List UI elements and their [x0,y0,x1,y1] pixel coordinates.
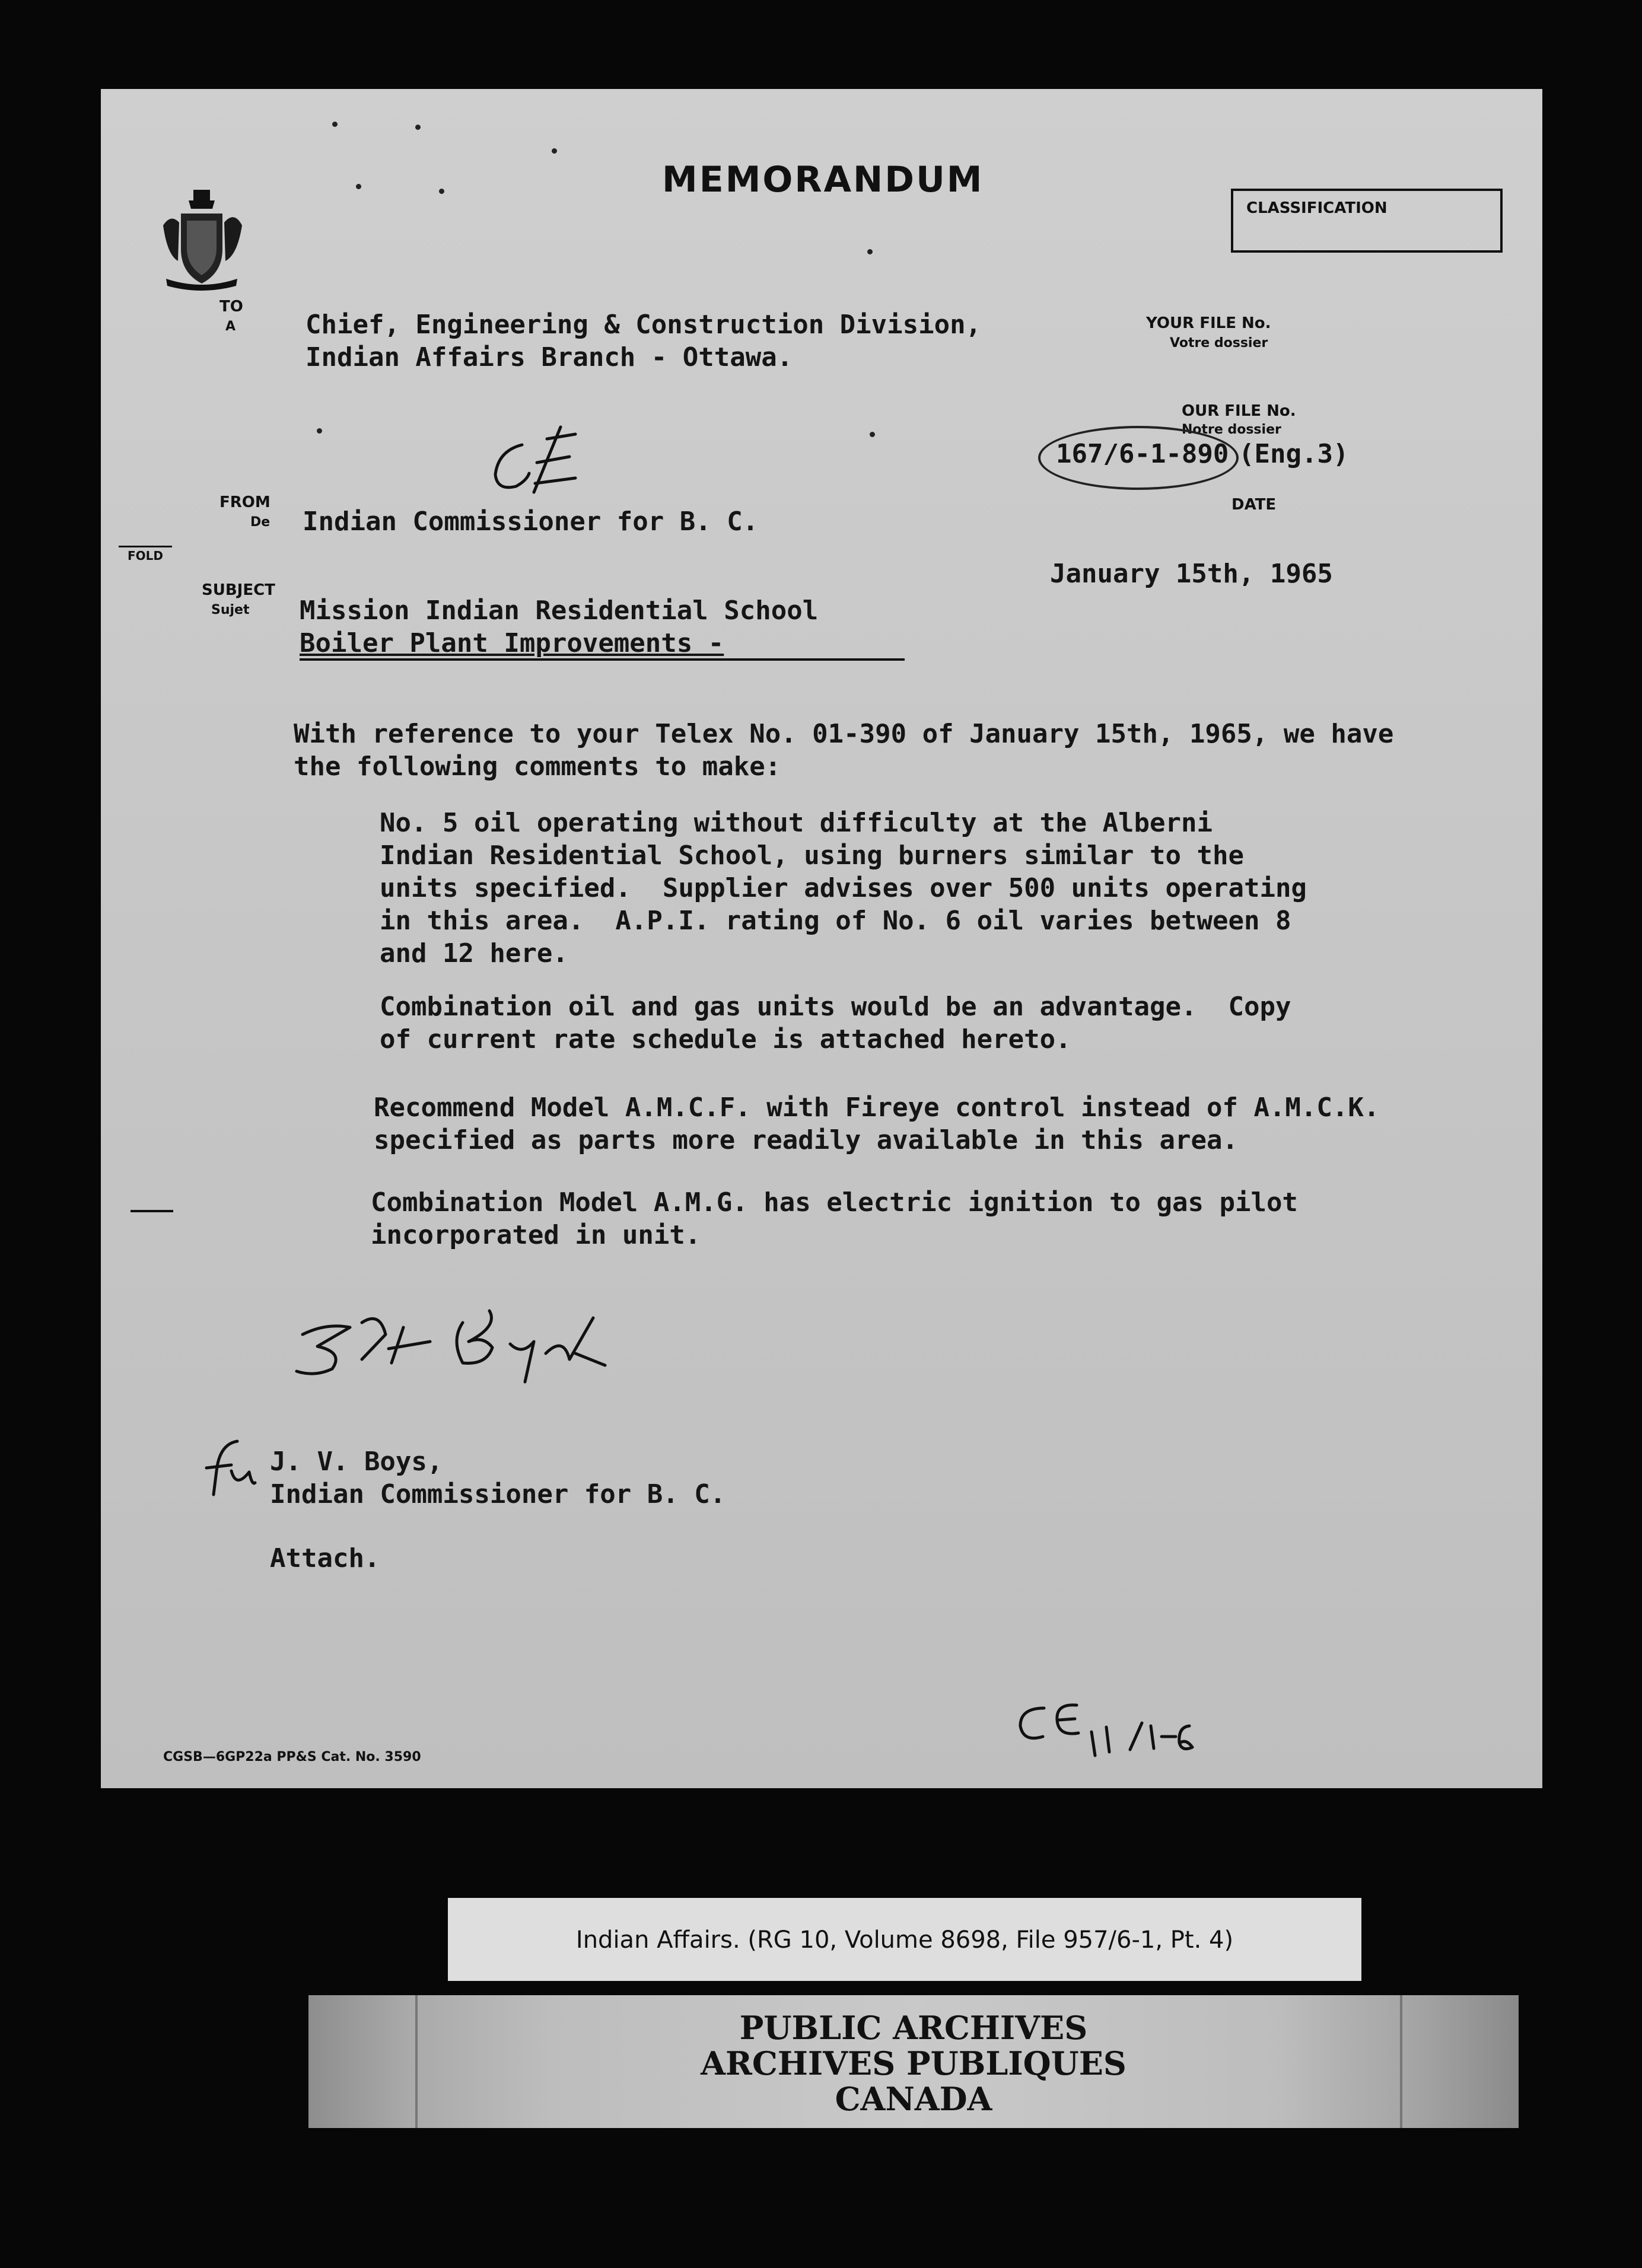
paragraph-line: incorporated in unit. [371,1220,701,1250]
paragraph-line: of current rate schedule is attached hereto. [380,1024,1071,1055]
handwritten-initials [480,421,587,504]
classification-box [1231,189,1503,253]
paper-speck [317,428,322,434]
paper-speck [415,125,421,130]
date-label: DATE [1232,496,1277,514]
paragraph-line: No. 5 oil operating without difficulty at the Alberni [380,808,1213,838]
intro-line-1: With reference to your Telex No. 01-390 of January 15th, 1965, we have [294,719,1394,749]
subject-line-2: Boiler Plant Improvements - [300,628,724,658]
your-file-label-fr: Votre dossier [1170,336,1268,351]
paragraph-line: Combination oil and gas units would be an advantage. Copy [380,992,1291,1022]
canada-coat-of-arms-icon [160,190,243,291]
intro-line-2: the following comments to make: [294,751,781,782]
subject-line-1: Mission Indian Residential School [300,595,819,626]
paper-speck [552,148,557,154]
our-file-suffix: (Eng.3) [1239,439,1349,469]
paragraph-4 [371,1186,1298,1251]
paper-speck [439,189,444,194]
subject-underline [300,658,905,661]
from-value: Indian Commissioner for B. C. [303,507,759,537]
public-archives-stamp [308,1995,1519,2128]
to-label-fr: A [225,319,236,334]
stamp-line-3: CANADA [835,2080,992,2118]
to-label: TO [219,298,243,316]
paper-speck [356,184,361,189]
paragraph-line: specified as parts more readily available in this area. [374,1125,1238,1155]
archive-reference: Indian Affairs. (RG 10, Volume 8698, File 957/6-1, Pt. 4) [575,1926,1234,1954]
date-value: January 15th, 1965 [1050,559,1333,589]
our-file-label: OUR FILE No. [1182,402,1296,420]
subject-label-fr: Sujet [211,603,250,617]
to-line-1: Chief, Engineering & Construction Division, [306,310,982,340]
archive-reference-label [448,1898,1361,1981]
paragraph-line: in this area. A.P.I. rating of No. 6 oil varies between 8 [380,906,1291,936]
paragraph-3 [374,1091,1379,1157]
your-file-label: YOUR FILE No. [1146,314,1271,332]
from-label: FROM [219,493,271,511]
classification-label: CLASSIFICATION [1246,199,1388,217]
paper-speck [867,249,873,254]
paragraph-1 [380,807,1307,970]
paper-speck [332,122,338,127]
memo-title: MEMORANDUM [662,159,984,200]
paragraph-line: Recommend Model A.M.C.F. with Fireye control instead of A.M.C.K. [374,1092,1380,1123]
form-code: CGSB—6GP22a PP&S Cat. No. 3590 [163,1750,421,1764]
memo-sheet [101,89,1542,1788]
paragraph-line: units specified. Supplier advises over 500 units operating [380,873,1307,903]
paragraph-line: Combination Model A.M.G. has electric ignition to gas pilot [371,1187,1298,1218]
stamp-line-1: PUBLIC ARCHIVES [739,2009,1088,2047]
paragraph-line: and 12 here. [380,938,568,969]
margin-mark [131,1210,173,1212]
paragraph-line: Indian Residential School, using burners similar to the [380,840,1244,871]
from-label-fr: De [250,515,271,530]
signer-title: Indian Commissioner for B. C. [270,1479,726,1509]
to-line-2: Indian Affairs Branch - Ottawa. [306,342,793,372]
signer-name: J. V. Boys, [270,1447,443,1477]
handwritten-signature [291,1299,658,1394]
stamp-line-2: ARCHIVES PUBLIQUES [701,2044,1127,2082]
attachment-note: Attach. [270,1543,380,1573]
paper-speck [870,432,875,437]
handwritten-for-mark [196,1435,261,1501]
subject-label: SUBJECT [202,581,275,599]
our-file-label-fr: Notre dossier [1182,422,1281,437]
our-file-number: 167/6-1-890 [1056,439,1229,469]
paragraph-2 [380,990,1291,1056]
fold-label: FOLD [119,546,172,563]
handwritten-bottom-note [1008,1690,1204,1767]
